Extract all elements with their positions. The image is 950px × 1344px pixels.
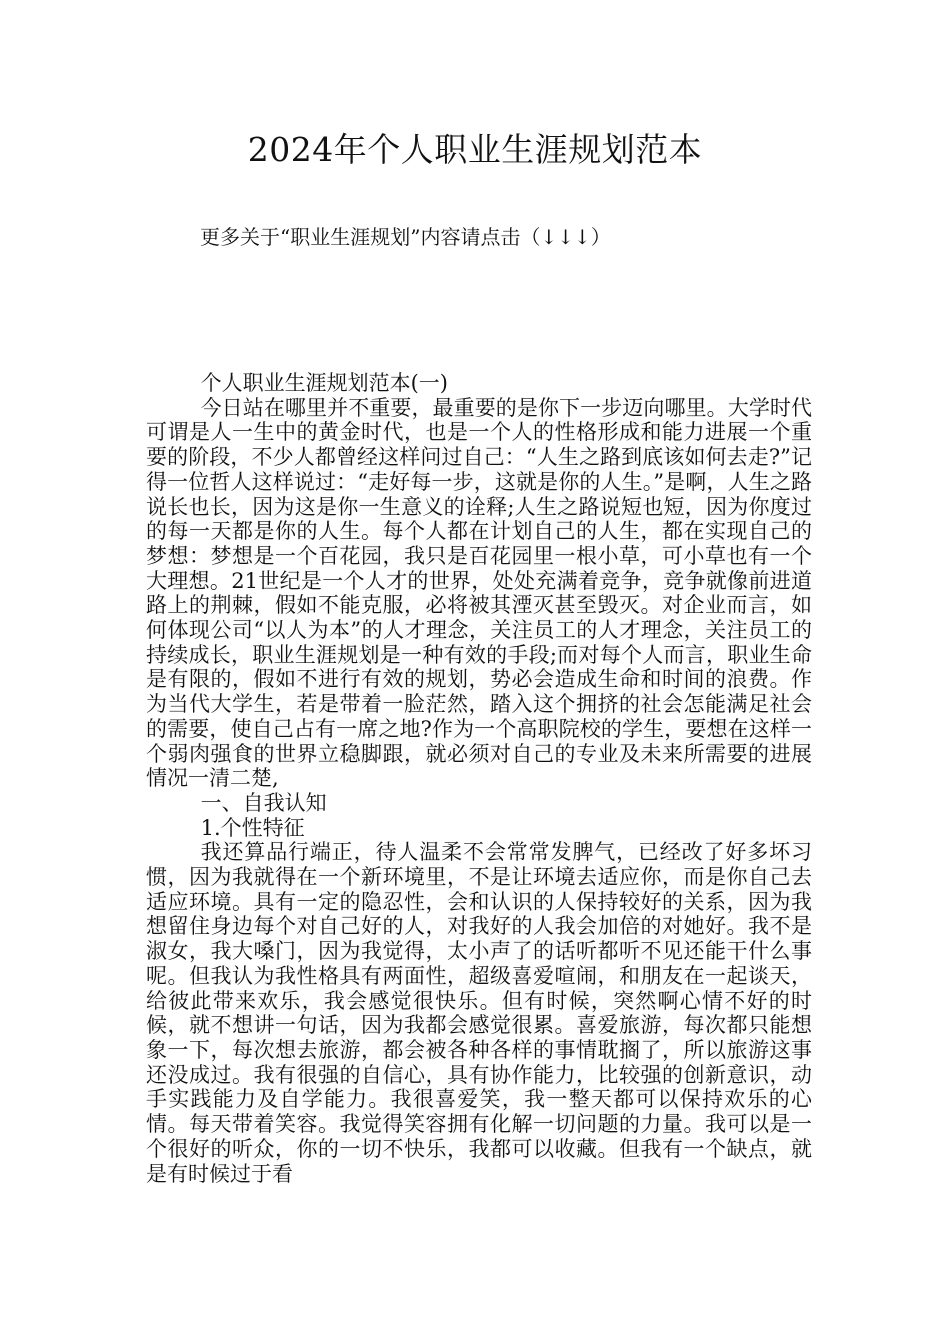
heading-personality: 1.个性特征 <box>200 815 305 840</box>
intro-paragraph: 今日站在哪里并不重要，最重要的是你下一步迈向哪里。大学时代可谓是人一生中的黄金时代，也是一个人的性格形成和能力进展一个重要的阶段，不少人都曾经这样问过自己：“人生之路到底该如何去走?”记得一位哲人这样说过：“走好每一步，这就是你的人生。”是啊，人生之路说长也长，因为这是你一生意义的诠释;人生之路说短也短，因为你度过的每一天都是你的人生。每个人都在计划自己的人生，都在实现自己的梦想：梦想是一个百花园，我只是百花园里一根小草，可小草也有一个大理想。21世纪是一个人才的世界，处处充满着竞争，竞争就像前进道路上的荆棘，假如不能克服，必将被其湮灭甚至毁灭。对企业而言，如何体现公司“以人为本”的人才理念，关注员工的人才理念，关注员工的持续成长，职业生涯规划是一种有效的手段;而对每个人而言，职业生命是有限的，假如不进行有效的规划，势必会造成生命和时间的浪费。作为当代大学生，若是带着一脸茫然，踏入这个拥挤的社会怎能满足社会的需要，使自己占有一席之地?作为一个高职院校的学生，要想在这样一个弱肉强食的世界立稳脚跟，就必须对自己的专业及未来所需要的进展情况一清二楚, <box>146 395 812 791</box>
personality-paragraph: 我还算品行端正，待人温柔不会常常发脾气，已经改了好多坏习惯，因为我就得在一个新环境里，不是让环境去适应你，而是你自己去适应环境。具有一定的隐忍性，会和认识的人保持较好的关系，因为我想留住身边每个对自己好的人，对我好的人我会加倍的对她好。我不是淑女，我大嗓门，因为我觉得，太小声了的话听都听不见还能干什么事呢。但我认为我性格具有两面性，超级喜爱喧闹，和朋友在一起谈天，给彼此带来欢乐，我会感觉很快乐。但有时候，突然啊心情不好的时候，就不想讲一句话，因为我都会感觉很累。喜爱旅游，每次都只能想象一下，每次想去旅游，都会被各种各样的事情耽搁了，所以旅游这事还没成过。我有很强的自信心，具有协作能力，比较强的创新意识，动手实践能力及自学能力。我很喜爱笑，我一整天都可以保持欢乐的心情。每天带着笑容。我觉得笑容拥有化解一切问题的力量。我可以是一个很好的听众，你的一切不快乐，我都可以收藏。但我有一个缺点，就是有时候过于看 <box>146 840 812 1186</box>
more-content-link[interactable]: 更多关于“职业生涯规划”内容请点击（↓↓↓） <box>200 225 611 249</box>
document-body <box>146 371 812 1186</box>
heading-self-awareness: 一、自我认知 <box>200 790 327 815</box>
section-title: 个人职业生涯规划范本(一) <box>200 371 448 395</box>
document-title: 2024年个人职业生涯规划范本 <box>247 130 703 169</box>
